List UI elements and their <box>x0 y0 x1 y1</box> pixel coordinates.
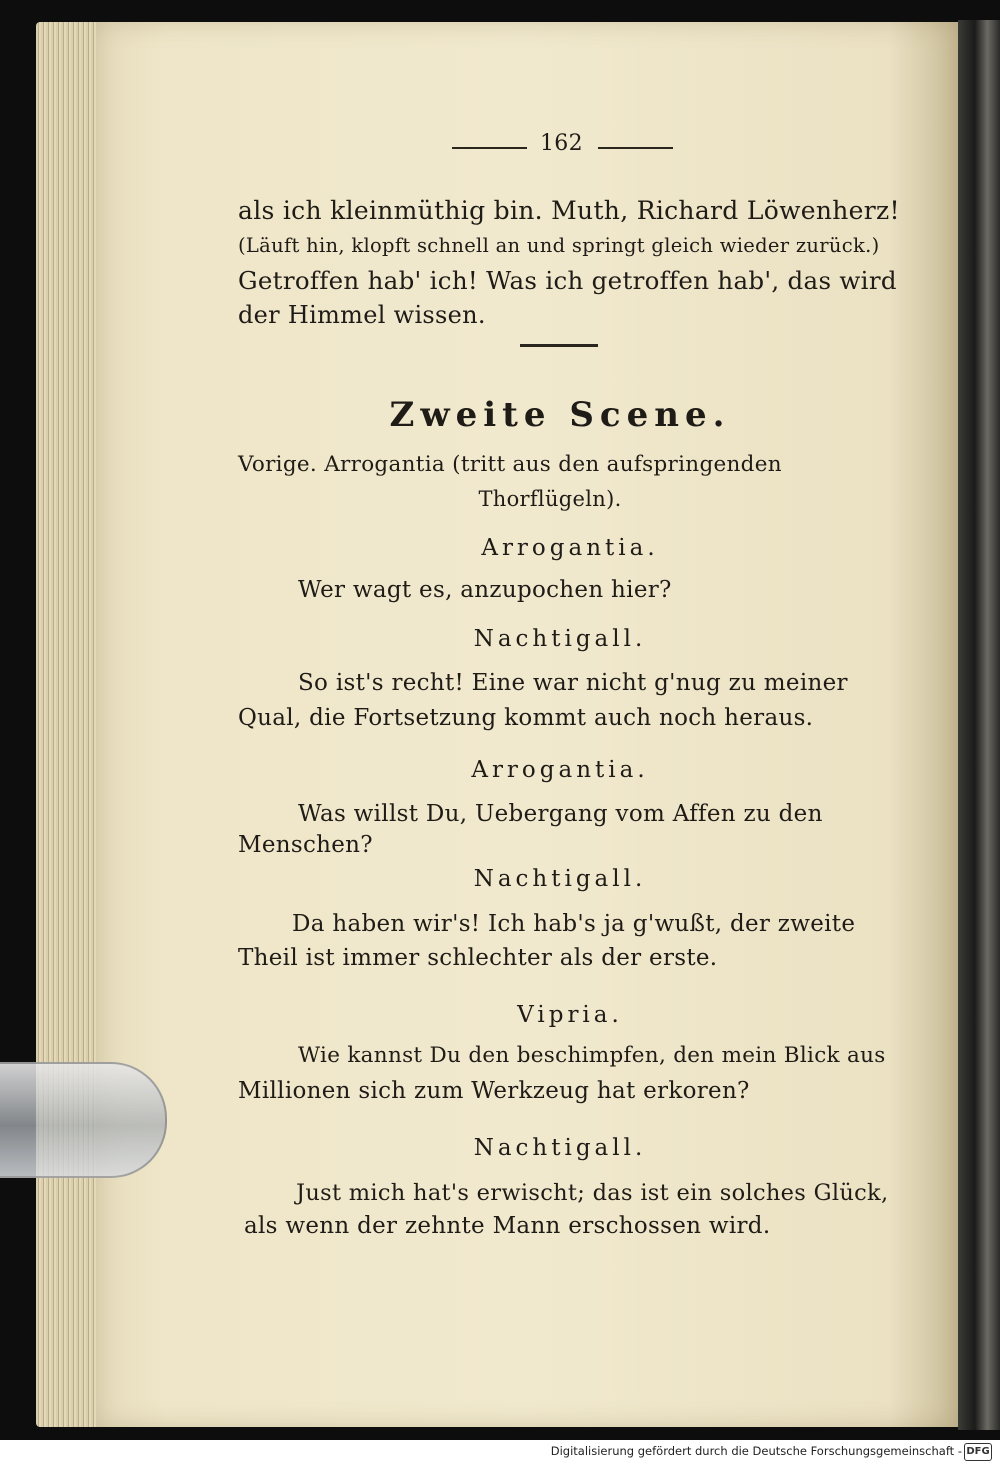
section-divider <box>520 344 598 347</box>
text-line: der Himmel wissen. <box>238 301 486 329</box>
dialogue-line: So ist's recht! Eine war nicht g'nug zu meiner <box>298 670 848 696</box>
dialogue-line: Just mich hat's erwischt; das ist ein solches Glück, <box>296 1180 889 1206</box>
dialogue-line: Qual, die Fortsetzung kommt auch noch heraus. <box>238 705 814 731</box>
dfg-logo: DFG <box>964 1443 992 1461</box>
page-number-rule-left <box>452 147 527 149</box>
dialogue-line: Was willst Du, Uebergang vom Affen zu den <box>298 801 823 827</box>
text-line: Getroffen hab' ich! Was ich getroffen hab', das wird <box>238 266 897 295</box>
text-line: (Läuft hin, klopft schnell an und springt gleich wieder zurück.) <box>238 234 880 257</box>
dialogue-line: Da haben wir's! Ich hab's ja g'wußt, der zweite <box>292 911 856 937</box>
book-clamp <box>0 1062 167 1178</box>
scene-title: Zweite Scene. <box>389 395 731 435</box>
dialogue-line: Wer wagt es, anzupochen hier? <box>298 577 672 603</box>
book-gutter <box>958 20 1000 1430</box>
text-line: als ich kleinmüthig bin. Muth, Richard Löwenherz! <box>238 196 900 225</box>
speaker-name: Nachtigall. <box>473 626 647 652</box>
speaker-name: Vipria. <box>517 1002 623 1028</box>
footer-credit: Digitalisierung gefördert durch die Deutsche Forschungsgemeinschaft - <box>550 1444 962 1458</box>
dialogue-line: Wie kannst Du den beschimpfen, den mein Blick aus <box>298 1043 886 1068</box>
dialogue-line: Millionen sich zum Werkzeug hat erkoren? <box>238 1078 750 1104</box>
dialogue-line: Theil ist immer schlechter als der erste. <box>238 945 718 971</box>
speaker-name: Nachtigall. <box>473 1135 647 1161</box>
stage-direction: Vorige. Arrogantia (tritt aus den aufspringenden <box>238 452 782 477</box>
speaker-name: Nachtigall. <box>473 866 647 892</box>
stage-direction: Thorflügeln). <box>478 487 622 511</box>
footer <box>0 1440 1000 1465</box>
dialogue-line: Menschen? <box>238 832 373 858</box>
page-number-rule-right <box>598 147 673 149</box>
page-number: 162 <box>540 131 583 156</box>
speaker-name: Arrogantia. <box>471 757 649 783</box>
dialogue-line: als wenn der zehnte Mann erschossen wird. <box>244 1213 771 1239</box>
speaker-name: Arrogantia. <box>481 535 659 561</box>
